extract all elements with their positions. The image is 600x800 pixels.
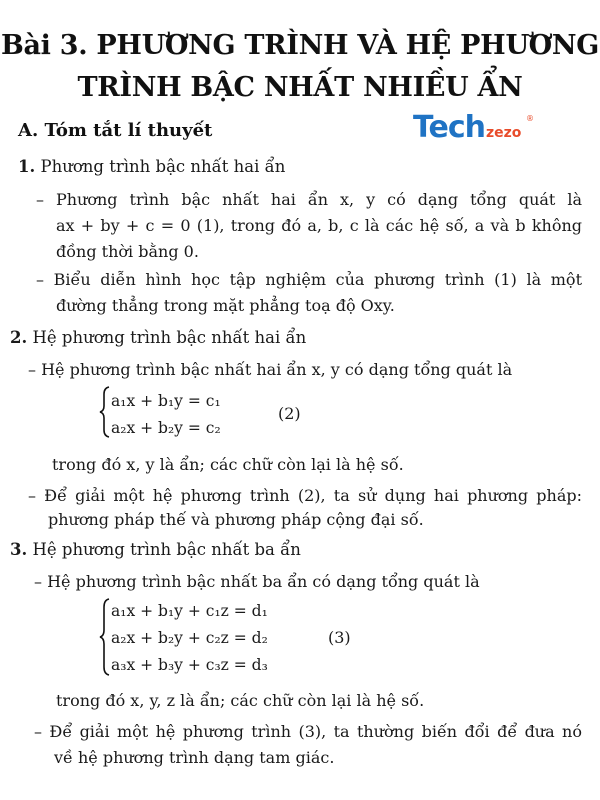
s1-p1-line1: – Phương trình bậc nhất hai ẩn x, y có dạng tổng quát là <box>36 190 582 209</box>
logo-zezo-text: zezo <box>485 125 522 141</box>
s1-p1-line2: ax + by + c = 0 (1), trong đó a, b, c là các hệ số, a và b không <box>56 216 582 235</box>
s3-heading-text: Hệ phương trình bậc nhất ba ẩn <box>32 540 301 559</box>
s2-eq2: a₂x + b₂y = c₂ <box>111 419 221 437</box>
techzezo-logo <box>413 110 534 146</box>
section-heading: A. Tóm tắt lí thuyết <box>18 120 213 141</box>
left-brace-2 <box>98 385 112 439</box>
s3-after: trong đó x, y, z là ẩn; các chữ còn lại là hệ số. <box>56 691 425 710</box>
s2-heading-text: Hệ phương trình bậc nhất hai ẩn <box>32 328 307 347</box>
s1-p2-line1: – Biểu diễn hình học tập nghiệm của phương trình (1) là một <box>36 270 582 289</box>
s2-p2-line1: – Để giải một hệ phương trình (2), ta sử dụng hai phương pháp: <box>28 486 582 505</box>
s3-p1: – Hệ phương trình bậc nhất ba ẩn có dạng tổng quát là <box>34 572 480 591</box>
s1-p2-line2: đường thẳng trong mặt phẳng toạ độ Oxy. <box>56 296 395 315</box>
s2-p1: – Hệ phương trình bậc nhất hai ẩn x, y có dạng tổng quát là <box>28 360 513 379</box>
s3-eq1: a₁x + b₁y + c₁z = d₁ <box>111 602 268 620</box>
title-line-2: TRÌNH BẬC NHẤT NHIỀU ẨN <box>77 72 523 103</box>
s1-heading <box>18 157 285 177</box>
s2-number: 2. <box>10 328 28 347</box>
title-line-1: Bài 3. PHƯƠNG TRÌNH VÀ HỆ PHƯƠNG <box>0 30 600 61</box>
s3-p2-line2: về hệ phương trình dạng tam giác. <box>54 748 335 767</box>
s3-eq-label: (3) <box>328 628 351 647</box>
s1-p1-line3: đồng thời bằng 0. <box>56 242 199 261</box>
s2-after: trong đó x, y là ẩn; các chữ còn lại là hệ số. <box>52 455 404 474</box>
s2-p2-line2: phương pháp thế và phương pháp cộng đại số. <box>48 510 424 529</box>
s3-number: 3. <box>10 540 28 559</box>
s2-eq1: a₁x + b₁y = c₁ <box>111 392 221 410</box>
s3-eq3: a₃x + b₃y + c₃z = d₃ <box>111 656 268 674</box>
s3-eq2: a₂x + b₂y + c₂z = d₂ <box>111 629 268 647</box>
logo-tech-text: Tech <box>413 110 485 145</box>
s1-number: 1. <box>18 157 36 176</box>
left-brace-3 <box>98 597 112 677</box>
s2-eq-label: (2) <box>278 404 301 423</box>
s3-heading <box>10 540 301 560</box>
s3-p2-line1: – Để giải một hệ phương trình (3), ta thường biến đổi để đưa nó <box>34 722 582 741</box>
s1-heading-text: Phương trình bậc nhất hai ẩn <box>40 157 286 176</box>
s2-heading <box>10 328 306 348</box>
registered-mark: ® <box>526 114 534 123</box>
